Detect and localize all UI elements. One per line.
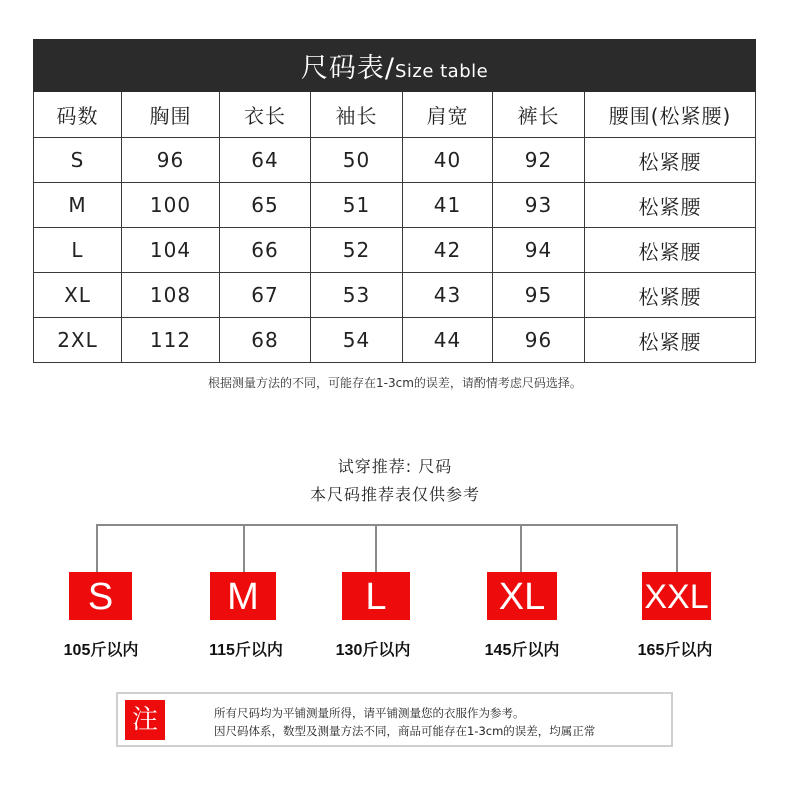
table-cell: 44: [403, 318, 493, 363]
table-cell: 40: [403, 138, 493, 183]
connector-tick: [375, 524, 377, 572]
table-cell: 94: [493, 228, 585, 273]
table-cell: 96: [493, 318, 585, 363]
table-cell: 65: [220, 183, 311, 228]
header-cell: 裤长: [493, 92, 585, 138]
table-cell: M: [34, 183, 122, 228]
table-cell: 112: [122, 318, 220, 363]
table-cell: 108: [122, 273, 220, 318]
table-title-cn: 尺码表/: [300, 53, 395, 84]
weight-label-xl: 145斤以内: [484, 642, 560, 659]
size-box-xxl: XXL: [642, 572, 711, 620]
table-cell: 96: [122, 138, 220, 183]
header-cell: 码数: [34, 92, 122, 138]
size-box-s: S: [69, 572, 132, 620]
table-cell: 95: [493, 273, 585, 318]
weight-label-s: 105斤以内: [63, 642, 139, 659]
size-box-xl: XL: [487, 572, 557, 620]
table-cell: 松紧腰: [585, 138, 756, 183]
notice-box: [116, 692, 673, 747]
weight-label-l: 130斤以内: [335, 642, 411, 659]
notice-badge: 注: [125, 700, 165, 740]
weight-label-m: 115斤以内: [209, 642, 283, 659]
header-cell: 胸围: [122, 92, 220, 138]
connector-tick: [96, 524, 98, 572]
table-cell: 43: [403, 273, 493, 318]
weight-label-xxl: 165斤以内: [637, 642, 713, 659]
header-cell: 袖长: [311, 92, 403, 138]
table-cell: 54: [311, 318, 403, 363]
notice-line-1: 所有尺码均为平铺测量所得，请平铺测量您的衣服作为参考。: [214, 706, 525, 720]
size-table: [33, 39, 756, 363]
table-cell: 松紧腰: [585, 183, 756, 228]
table-cell: 64: [220, 138, 311, 183]
table-cell: 松紧腰: [585, 273, 756, 318]
table-cell: 51: [311, 183, 403, 228]
table-cell: 松紧腰: [585, 228, 756, 273]
table-cell: 52: [311, 228, 403, 273]
connector-tick: [520, 524, 522, 572]
table-cell: 92: [493, 138, 585, 183]
connector-line: [96, 524, 678, 526]
table-cell: 2XL: [34, 318, 122, 363]
notice-line-2: 因尺码体系，数型及测量方法不同，商品可能存在1-3cm的误差，均属正常: [214, 724, 596, 738]
header-cell: 肩宽: [403, 92, 493, 138]
table-cell: 42: [403, 228, 493, 273]
table-cell: 53: [311, 273, 403, 318]
table-cell: 93: [493, 183, 585, 228]
table-row: [34, 228, 756, 273]
table-cell: 67: [220, 273, 311, 318]
connector-tick: [243, 524, 245, 572]
table-title: [34, 40, 756, 92]
table-header-row: [34, 92, 756, 138]
size-box-l: L: [342, 572, 410, 620]
table-cell: 68: [220, 318, 311, 363]
recommendation-title: 试穿推荐: 尺码: [337, 457, 453, 476]
table-cell: 104: [122, 228, 220, 273]
measurement-note: 根据测量方法的不同，可能存在1-3cm的误差，请酌情考虑尺码选择。: [208, 376, 582, 390]
recommendation-subtitle: 本尺码推荐表仅供参考: [309, 485, 480, 504]
table-cell: 41: [403, 183, 493, 228]
table-cell: S: [34, 138, 122, 183]
table-cell: 66: [220, 228, 311, 273]
table-row: [34, 273, 756, 318]
table-cell: 松紧腰: [585, 318, 756, 363]
size-box-m: M: [210, 572, 276, 620]
table-row: [34, 183, 756, 228]
header-cell: 腰围(松紧腰): [585, 92, 756, 138]
table-cell: 50: [311, 138, 403, 183]
table-cell: XL: [34, 273, 122, 318]
table-title-en: Size table: [394, 61, 489, 82]
table-row: [34, 318, 756, 363]
table-cell: L: [34, 228, 122, 273]
table-row: [34, 138, 756, 183]
connector-tick: [676, 524, 678, 572]
header-cell: 衣长: [220, 92, 311, 138]
table-cell: 100: [122, 183, 220, 228]
